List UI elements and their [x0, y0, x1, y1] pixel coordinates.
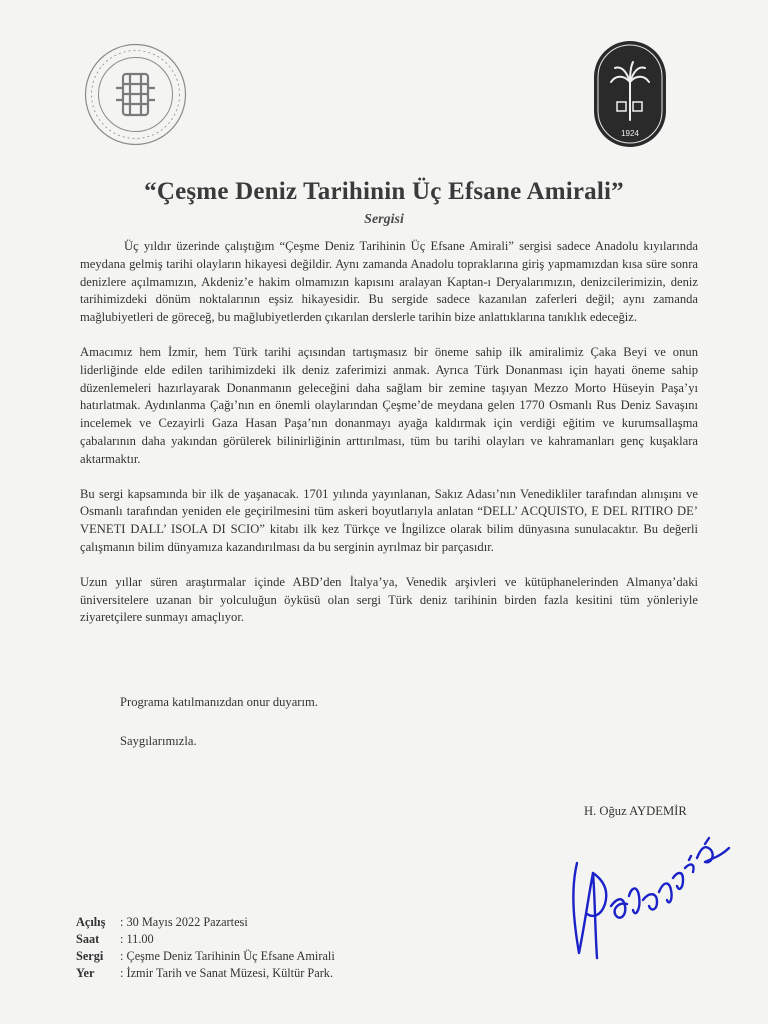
closing-regards: Saygılarımızla.: [120, 734, 197, 748]
paragraph-3: Bu sergi kapsamında bir ilk de yaşanacak. 1701 yılında yayınlanan, Sakız Adası’nın Venedikliler tarafından alınışını ve Osmanlı tarafından yeniden ele geçirilmesini tüm askeri boyutlarıyla anlatan “DELL’ ACQUISTO, E DEL RITIRO DE’ VENETI DALL’ ISOLA DI SCIO” kitabı ilk kez Türkçe ve İngilizce olarak bilim dünyasına sunulacaktır. Bu değerli çalışmanın bilim dünyamıza kazandırılması da bu serginin ayrılmaz bir parçasıdır.: [80, 486, 698, 554]
info-label: Açılış: [76, 915, 106, 929]
info-value: : İzmir Tarih ve Sanat Müzesi, Kültür Park.: [120, 966, 334, 980]
info-label: Sergi: [76, 949, 104, 963]
event-info: [76, 914, 335, 982]
info-value: : 30 Mayıs 2022 Pazartesi: [120, 915, 248, 929]
closing-lines: [120, 695, 318, 773]
info-label: Saat: [76, 932, 100, 946]
museum-year: 1924: [621, 129, 639, 138]
letter-body: [80, 238, 698, 644]
handwritten-signature: [565, 818, 745, 963]
info-label: Yer: [76, 966, 95, 980]
closing-invitation: Programa katılmanızdan onur duyarım.: [120, 695, 318, 709]
author-name: H. Oğuz AYDEMİR: [584, 804, 687, 818]
info-row-exhibition: [76, 948, 335, 965]
ministry-seal-logo: [83, 42, 188, 147]
info-value: : Çeşme Deniz Tarihinin Üç Efsane Amirali: [120, 949, 335, 963]
info-row-time: [76, 931, 335, 948]
document-title: “Çeşme Deniz Tarihinin Üç Efsane Amirali”: [144, 178, 624, 205]
info-row-opening: [76, 914, 335, 931]
info-row-venue: [76, 965, 335, 982]
info-value: : 11.00: [120, 932, 154, 946]
paragraph-1: Üç yıldır üzerinde çalıştığım “Çeşme Deniz Tarihinin Üç Efsane Amirali” sergisi sadece Anadolu kıyılarında meydana gelmiş tarihi olayların hikayesi değildir. Aynı zamanda Anadolu topraklarına giriş yapmamızdan kısa süre sonra denizlere açılmamızın, Akdeniz’e hakim olmamızın kapısını aralayan Kaptan-ı Deryalarımızın, denizcilerimizin, deniz tarihimizdeki dönüm noktalarının eşsiz hikayesidir. Bu sergide sadece kazanılan zaferleri değil; aynı zamanda mağlubiyetleri de göreceğ, bu mağlubiyetlerden çıkarılan derslerle tarihin bize anlattıklarına tanıklık edeceğiz.: [80, 239, 698, 325]
izmir-museum-logo: [593, 40, 667, 148]
document-subtitle: Sergisi: [364, 212, 404, 227]
paragraph-4: Uzun yıllar süren araştırmalar içinde ABD’den İtalya’ya, Venedik arşivleri ve kütüphanelerinden Almanya’daki üniversitelere uzanan bir yolculuğun öyküsü olan sergi Türk deniz tarihinin birden fazla kesitini tüm yönleriyle ziyaretçilere sunmayı amaçlıyor.: [80, 574, 698, 625]
paragraph-2: Amacımız hem İzmir, hem Türk tarihi açısından tartışmasız bir öneme sahip ilk amiralimiz Çaka Beyi ve onun liderliğinde elde edilen tarihimizdeki ilk deniz zaferimizi anmak. Ayrıca Türk Donanması için hayati öneme sahip düzenlemeleri hazırlayarak Donanmanın geleceğini daha sağlam bir zemine taşıyan Mezzo Morto Hüseyin Paşa’yı hatırlatmak. Aydınlanma Çağı’nın en önemli olaylarından Çeşme’de meydana gelen 1770 Osmanlı Rus Deniz Savaşını incelemek ve Cezayirli Gaza Hasan Paşa’nın donanmayı ayağa kaldırmak için verdiği eğitim ve kurumsallaşma çabalarının daha yakından görülerek bilinirliğinin arttırılması, tüm bu tarihi olayları ve kahramanları genç kuşaklara aktarmaktır.: [80, 344, 698, 466]
